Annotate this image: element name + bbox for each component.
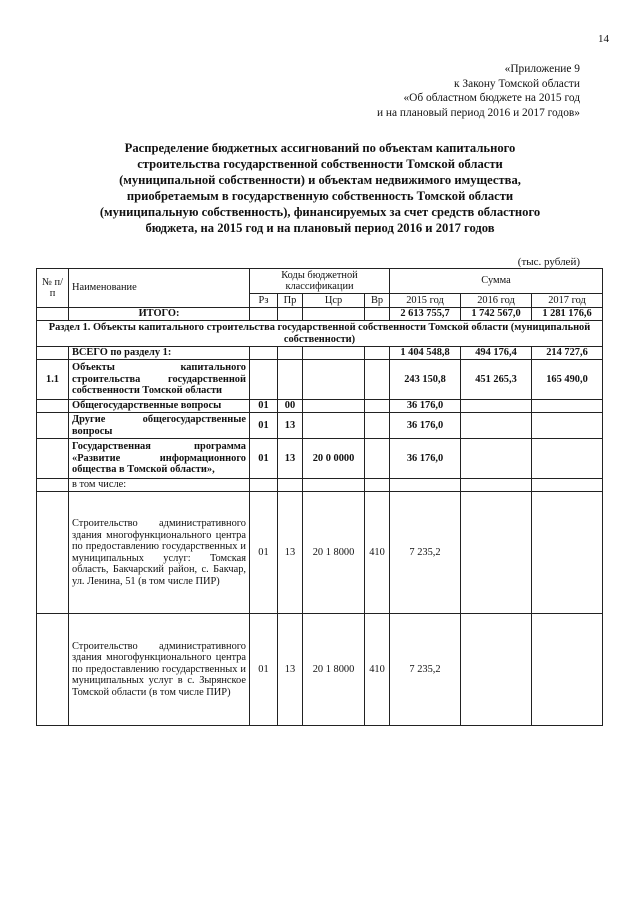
- row-pr: 13: [278, 413, 303, 439]
- row-vr: [365, 439, 390, 479]
- table-row: [37, 479, 603, 492]
- row-num: [37, 479, 69, 492]
- row-2015: 36 176,0: [390, 439, 461, 479]
- budget-table: [36, 268, 603, 726]
- total-2017: 1 281 176,6: [532, 308, 603, 321]
- table-row: [37, 347, 603, 360]
- row-name: Строительство административного здания многофункционального центра по предоставлению государственных и муниципальных услуг: Томская область, Бакчарский район, с. Бакчар, ул. Ленина, 51 (в том числе ПИР): [69, 492, 250, 614]
- row-2015: [390, 479, 461, 492]
- row-name: Государственная программа «Развитие информационного общества в Томской области»,: [69, 439, 250, 479]
- title-line: приобретаемым в государственную собственность Томской области: [126, 189, 514, 203]
- row-vr: [365, 360, 390, 400]
- row-num: 1.1: [37, 360, 69, 400]
- row-pr: [278, 479, 303, 492]
- total-2015: 2 613 755,7: [390, 308, 461, 321]
- row-2017: [532, 400, 603, 413]
- row-2017: [532, 413, 603, 439]
- row-rz: [250, 360, 278, 400]
- header-2015: 2015 год: [390, 294, 461, 308]
- row-2017: [532, 479, 603, 492]
- total-vr-cell: [365, 308, 390, 321]
- row-rz: 01: [250, 413, 278, 439]
- row-pr: 13: [278, 439, 303, 479]
- header-csr: Цср: [303, 294, 365, 308]
- header-sum: Сумма: [390, 269, 603, 294]
- row-vr: [365, 413, 390, 439]
- row-num: [37, 439, 69, 479]
- total-row: [37, 308, 603, 321]
- header-num: № п/п: [37, 269, 69, 308]
- row-2015: 7 235,2: [390, 614, 461, 726]
- table-row: [37, 413, 603, 439]
- row-csr: [303, 400, 365, 413]
- appendix-line: и на плановый период 2016 и 2017 годов»: [376, 106, 580, 119]
- row-2016: 494 176,4: [461, 347, 532, 360]
- title-line: бюджета, на 2015 год и на плановый период 2016 и 2017 годов: [145, 221, 495, 235]
- row-num: [37, 614, 69, 726]
- row-2016: [461, 614, 532, 726]
- total-rz-cell: [250, 308, 278, 321]
- header-rz: Рз: [250, 294, 278, 308]
- row-rz: [250, 479, 278, 492]
- units-note: (тыс. рублей): [517, 256, 580, 268]
- section-title: Раздел 1. Объекты капитального строительства государственной собственности Томской области (муниципальной собственности): [37, 321, 603, 347]
- row-rz: 01: [250, 400, 278, 413]
- table-row: [37, 400, 603, 413]
- header-2016: 2016 год: [461, 294, 532, 308]
- row-2017: 214 727,6: [532, 347, 603, 360]
- row-vr: [365, 347, 390, 360]
- header-codes: Коды бюджетной классификации: [250, 269, 390, 294]
- row-csr: [303, 479, 365, 492]
- row-name: Объекты капитального строительства государственной собственности Томской области: [69, 360, 250, 400]
- title-line: строительства государственной собственности Томской области: [137, 157, 503, 171]
- total-label: ИТОГО:: [69, 308, 250, 321]
- header-name: Наименование: [69, 269, 250, 308]
- row-pr: [278, 360, 303, 400]
- row-2015: 7 235,2: [390, 492, 461, 614]
- title-line: (муниципальную собственность), финансируемых за счет средств областного: [99, 205, 541, 219]
- row-vr: 410: [365, 614, 390, 726]
- row-num: [37, 400, 69, 413]
- row-csr: [303, 360, 365, 400]
- header-pr: Пр: [278, 294, 303, 308]
- title-line: Распределение бюджетных ассигнований по объектам капитального: [124, 141, 516, 155]
- row-csr: [303, 347, 365, 360]
- total-pr-cell: [278, 308, 303, 321]
- row-pr: 13: [278, 492, 303, 614]
- page-number: 14: [598, 33, 609, 45]
- row-csr: 20 0 0000: [303, 439, 365, 479]
- row-name: Общегосударственные вопросы: [69, 400, 250, 413]
- row-2017: 165 490,0: [532, 360, 603, 400]
- row-name: в том числе:: [69, 479, 250, 492]
- row-2015: 36 176,0: [390, 413, 461, 439]
- header-2017: 2017 год: [532, 294, 603, 308]
- row-2017: [532, 492, 603, 614]
- row-2016: 451 265,3: [461, 360, 532, 400]
- row-csr: [303, 413, 365, 439]
- row-csr: 20 1 8000: [303, 614, 365, 726]
- row-pr: 13: [278, 614, 303, 726]
- row-vr: 410: [365, 492, 390, 614]
- appendix-line: «Об областном бюджете на 2015 год: [403, 92, 580, 105]
- total-num-cell: [37, 308, 69, 321]
- table-row: [37, 360, 603, 400]
- row-2016: [461, 492, 532, 614]
- row-num: [37, 492, 69, 614]
- row-2016: [461, 479, 532, 492]
- total-csr-cell: [303, 308, 365, 321]
- table-row: [37, 492, 603, 614]
- row-rz: 01: [250, 439, 278, 479]
- row-2017: [532, 439, 603, 479]
- row-num: [37, 347, 69, 360]
- row-vr: [365, 400, 390, 413]
- row-rz: [250, 347, 278, 360]
- row-2015: 36 176,0: [390, 400, 461, 413]
- total-2016: 1 742 567,0: [461, 308, 532, 321]
- row-pr: [278, 347, 303, 360]
- row-2016: [461, 413, 532, 439]
- row-rz: 01: [250, 492, 278, 614]
- row-rz: 01: [250, 614, 278, 726]
- title-line: (муниципальной собственности) и объектам недвижимого имущества,: [119, 173, 521, 187]
- row-vr: [365, 479, 390, 492]
- document-title: [70, 140, 570, 236]
- row-2016: [461, 400, 532, 413]
- row-num: [37, 413, 69, 439]
- row-2015: 243 150,8: [390, 360, 461, 400]
- appendix-line: «Приложение 9: [504, 63, 580, 75]
- header-row: [37, 269, 603, 294]
- row-2015: 1 404 548,8: [390, 347, 461, 360]
- table-row: [37, 439, 603, 479]
- row-name: ВСЕГО по разделу 1:: [69, 347, 250, 360]
- header-vr: Вр: [365, 294, 390, 308]
- table-row: [37, 614, 603, 726]
- section-row: [37, 321, 603, 347]
- row-2017: [532, 614, 603, 726]
- row-pr: 00: [278, 400, 303, 413]
- appendix-line: к Закону Томской области: [454, 77, 580, 90]
- row-2016: [461, 439, 532, 479]
- row-name: Строительство административного здания многофункционального центра по предоставлению государственных и муниципальных услуг в с. Зырянское Томской области (в том числе ПИР): [69, 614, 250, 726]
- row-csr: 20 1 8000: [303, 492, 365, 614]
- row-name: Другие общегосударственные вопросы: [69, 413, 250, 439]
- appendix-heading: [300, 62, 580, 120]
